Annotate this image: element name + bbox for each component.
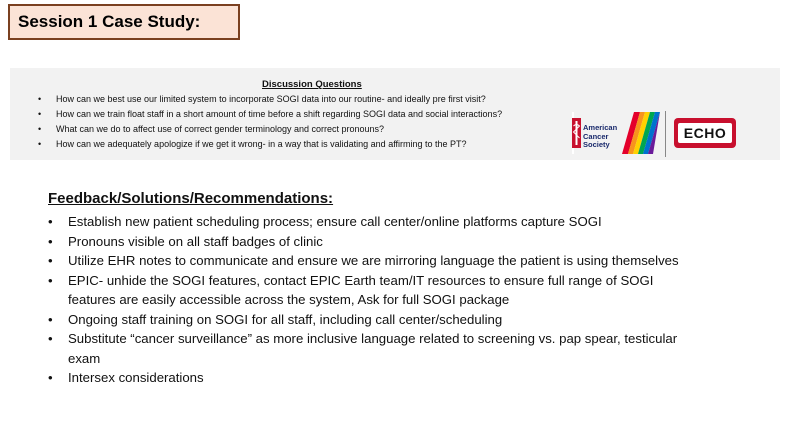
- echo-logo: [674, 118, 736, 148]
- feedback-list: [48, 212, 688, 388]
- bullet: •: [48, 370, 53, 385]
- bullet: •: [48, 331, 53, 346]
- title-box: [8, 4, 240, 40]
- acs-logo-text: [583, 124, 617, 150]
- discussion-item-text: What can we do to affect use of correct gender terminology and correct pronouns?: [56, 124, 385, 134]
- bullet: •: [48, 214, 53, 229]
- discussion-item: [38, 122, 502, 137]
- page-title: Session 1 Case Study:: [18, 12, 201, 31]
- acs-logo-line: American: [583, 123, 618, 132]
- bullet: •: [48, 253, 53, 268]
- feedback-item-text: Utilize EHR notes to communicate and ensure we are mirroring language the patient is using themselves: [68, 253, 679, 268]
- feedback-item: [48, 251, 688, 271]
- feedback-item-text: Pronouns visible on all staff badges of clinic: [68, 233, 323, 249]
- discussion-heading: Discussion Questions: [262, 79, 362, 90]
- feedback-item-text: EPIC- unhide the SOGI features, contact EPIC Earth team/IT resources to ensure full range of SOGI features are easily accessible across the system, Ask for full SOGI package: [68, 272, 654, 307]
- bullet: •: [48, 233, 53, 249]
- feedback-item: [48, 232, 688, 252]
- bullet: •: [48, 311, 53, 327]
- bullet: •: [38, 109, 42, 119]
- discussion-item-text: How can we train float staff in a short amount of time before a shift regarding SOGI data and social interactions?: [56, 109, 503, 119]
- feedback-item: [48, 212, 688, 232]
- discussion-item: [38, 137, 502, 152]
- acs-rainbow-stripes: [622, 112, 660, 154]
- acs-caduceus-icon: [572, 118, 581, 148]
- bullet: •: [38, 94, 42, 104]
- feedback-item: [48, 329, 688, 368]
- acs-logo-line: Society: [583, 140, 610, 149]
- discussion-item: [38, 107, 502, 122]
- feedback-item: [48, 310, 688, 330]
- feedback-item-text: Intersex considerations: [68, 370, 204, 385]
- feedback-item-text: Establish new patient scheduling process; ensure call center/online platforms capture SOGI: [68, 214, 602, 229]
- discussion-item-text: How can we adequately apologize if we get it wrong- in a way that is validating and affirming to the PT?: [56, 139, 467, 149]
- echo-logo-text: ECHO: [678, 123, 732, 143]
- discussion-item-text: How can we best use our limited system to incorporate SOGI data into our routine- and ideally pre first visit?: [56, 94, 486, 104]
- acs-logo-line: Cancer: [583, 131, 609, 141]
- discussion-item: [38, 92, 502, 107]
- feedback-item: [48, 368, 688, 388]
- feedback-item-text: Ongoing staff training on SOGI for all staff, including call center/scheduling: [68, 311, 503, 327]
- bullet: •: [48, 272, 53, 288]
- bullet: •: [38, 139, 42, 149]
- logo-divider: [665, 111, 666, 157]
- discussion-list: [38, 92, 502, 152]
- feedback-item-text: Substitute “cancer surveillance” as more inclusive language related to screening vs. pap spear, testicular exam: [68, 331, 678, 366]
- feedback-item: [48, 271, 688, 310]
- feedback-heading: Feedback/Solutions/Recommendations:: [48, 190, 334, 207]
- bullet: •: [38, 124, 42, 134]
